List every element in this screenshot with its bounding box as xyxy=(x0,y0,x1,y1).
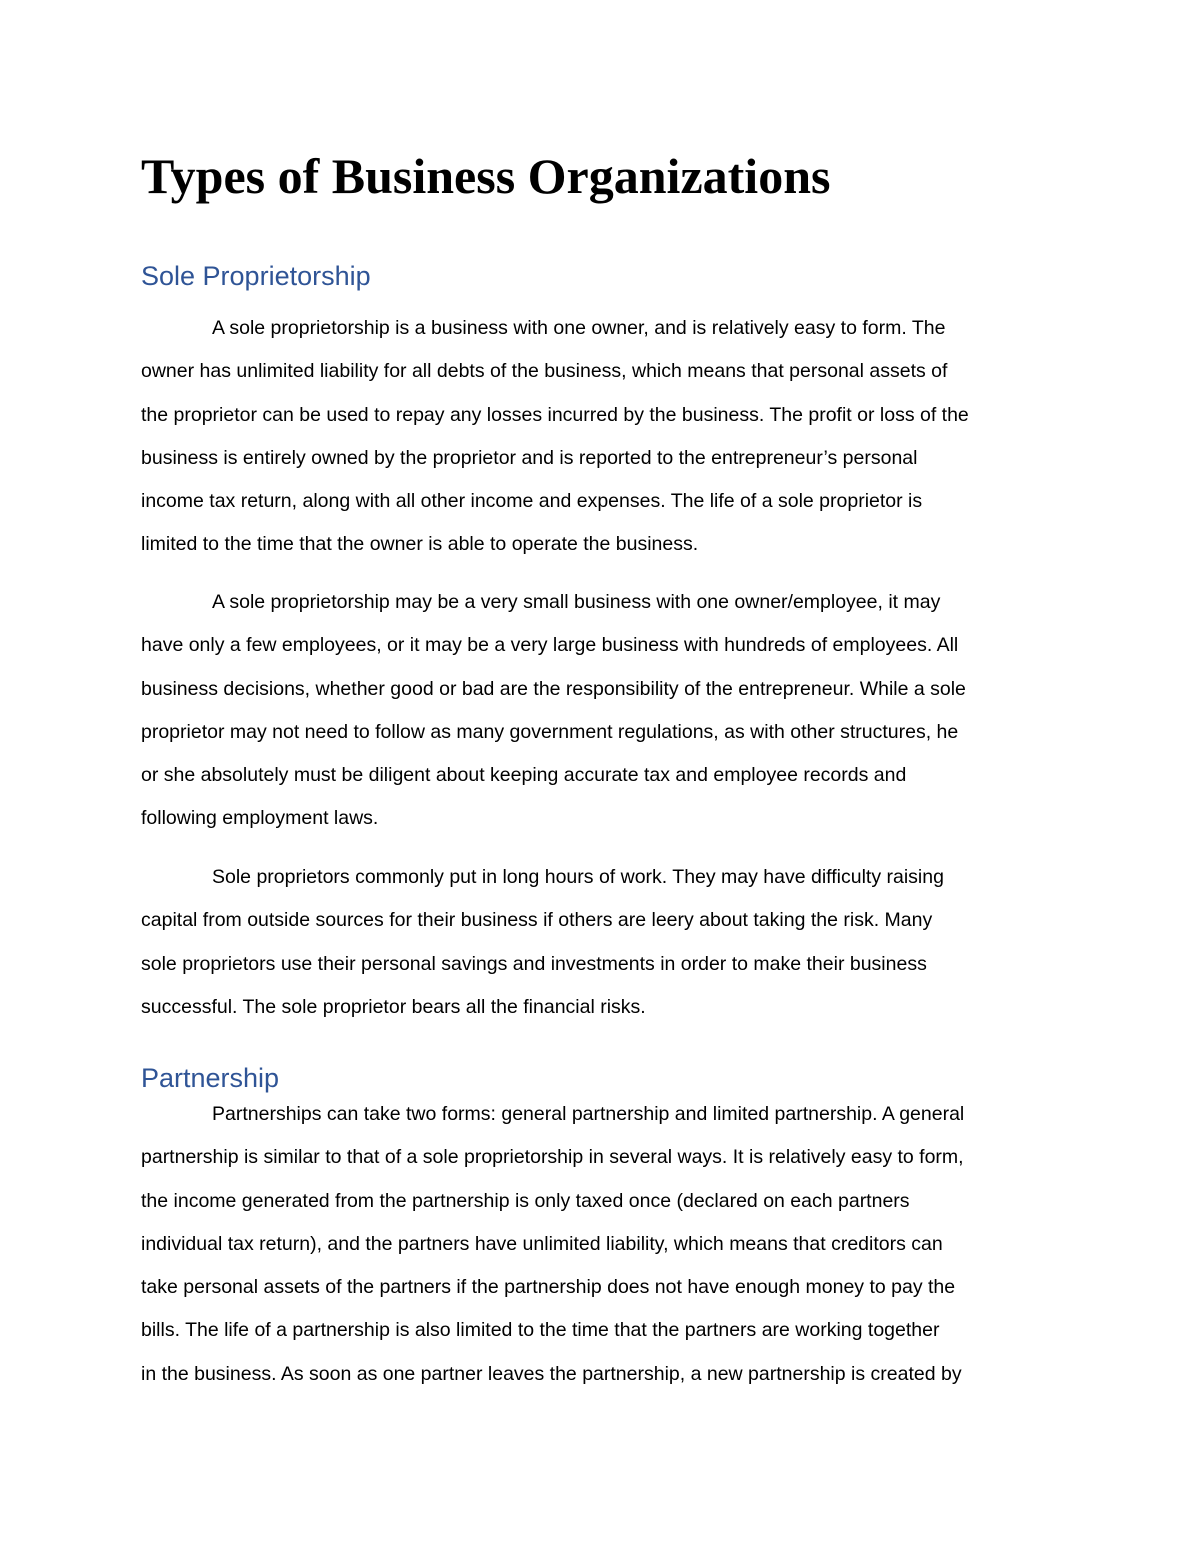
text-line: owner has unlimited liability for all debts of the business, which means that personal assets of xyxy=(141,360,948,383)
paragraph-partnership-1 xyxy=(141,1093,1071,1396)
text-line: partnership is similar to that of a sole proprietorship in several ways. It is relatively easy to form, xyxy=(141,1146,964,1169)
text-line: business is entirely owned by the proprietor and is reported to the entrepreneur’s personal xyxy=(141,446,918,469)
text-line: capital from outside sources for their business if others are leery about taking the risk. Many xyxy=(141,909,933,932)
section-heading-partnership: Partnership xyxy=(141,1063,280,1093)
text-line: limited to the time that the owner is able to operate the business. xyxy=(141,533,699,556)
text-line: the income generated from the partnership is only taxed once (declared on each partners xyxy=(141,1189,910,1212)
text-line: A sole proprietorship is a business with one owner, and is relatively easy to form. The xyxy=(212,317,946,339)
paragraph-sole-3 xyxy=(141,856,1071,1029)
text-line: bills. The life of a partnership is also limited to the time that the partners are working together xyxy=(141,1319,940,1342)
text-line: have only a few employees, or it may be a very large business with hundreds of employees. All xyxy=(141,634,959,657)
text-line: in the business. As soon as one partner leaves the partnership, a new partnership is created by xyxy=(141,1362,962,1385)
text-line: business decisions, whether good or bad are the responsibility of the entrepreneur. While a sole xyxy=(141,677,966,700)
paragraph-sole-1 xyxy=(141,307,1071,567)
paragraph-sole-2 xyxy=(141,581,1071,841)
text-line: sole proprietors use their personal savings and investments in order to make their business xyxy=(141,952,927,975)
text-line: Sole proprietors commonly put in long hours of work. They may have difficulty raising xyxy=(212,866,944,888)
document-title: Types of Business Organizations xyxy=(141,148,831,204)
text-line: the proprietor can be used to repay any losses incurred by the business. The profit or loss of the xyxy=(141,403,969,426)
text-line: following employment laws. xyxy=(141,807,379,830)
text-line: successful. The sole proprietor bears all the financial risks. xyxy=(141,995,646,1018)
text-line: proprietor may not need to follow as many government regulations, as with other structures, he xyxy=(141,720,959,743)
text-line: individual tax return), and the partners have unlimited liability, which means that creditors can xyxy=(141,1232,943,1255)
text-line: or she absolutely must be diligent about keeping accurate tax and employee records and xyxy=(141,764,907,787)
text-line: A sole proprietorship may be a very small business with one owner/employee, it may xyxy=(212,591,941,613)
text-line: Partnerships can take two forms: general partnership and limited partnership. A general xyxy=(212,1103,965,1125)
text-line: take personal assets of the partners if the partnership does not have enough money to pay the xyxy=(141,1276,956,1299)
text-line: income tax return, along with all other income and expenses. The life of a sole proprietor is xyxy=(141,490,923,513)
section-heading-sole-proprietorship: Sole Proprietorship xyxy=(141,261,371,291)
